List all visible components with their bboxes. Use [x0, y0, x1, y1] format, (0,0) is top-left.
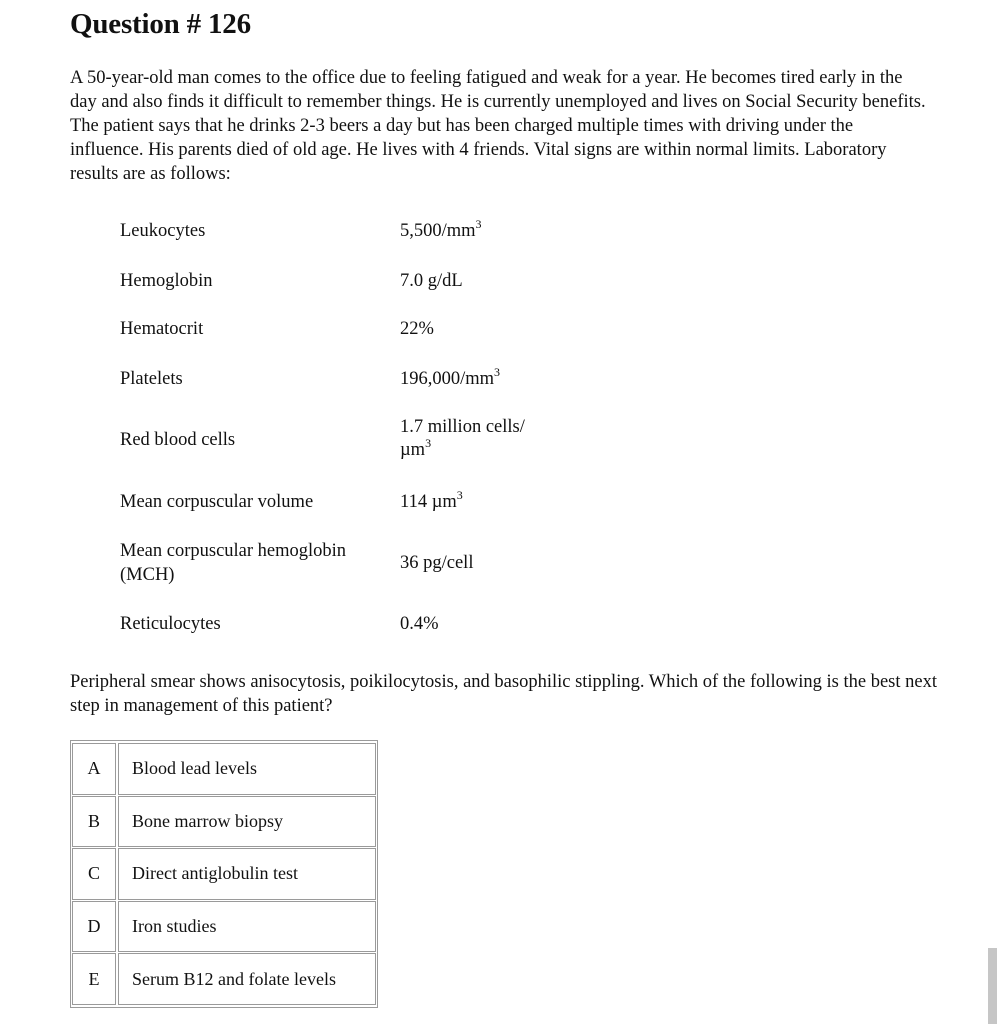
lab-name-hematocrit: Hematocrit [120, 319, 204, 339]
lab-name-mcv: Mean corpuscular volume [120, 492, 314, 512]
lab-value-hemoglobin: 7.0 g/dL [400, 271, 463, 291]
option-letter: D [72, 901, 116, 953]
option-letter: A [72, 743, 116, 795]
option-text: Blood lead levels [118, 743, 376, 795]
option-letter: B [72, 796, 116, 848]
question-prompt: Peripheral smear shows anisocytosis, poikilocytosis, and basophilic stippling. Which of the following is the best next step in management of this patient? [70, 672, 937, 716]
lab-value-mcv: 114 µm$^3$ [400, 487, 463, 512]
option-text: Serum B12 and folate levels [118, 953, 376, 1005]
option-text: Direct antiglobulin test [118, 848, 376, 900]
lab-name-reticulocytes: Reticulocytes [120, 614, 221, 634]
lab-value-hematocrit: 22% [400, 319, 434, 339]
option-letter: C [72, 848, 116, 900]
option-a[interactable] [72, 743, 376, 795]
option-c[interactable] [72, 848, 376, 900]
lab-value-red-blood-cells-line1: 1.7 million cells/ [400, 417, 525, 437]
page-title: Question # 126 [70, 8, 251, 40]
lab-value-reticulocytes: 0.4% [400, 614, 439, 634]
lab-name-red-blood-cells: Red blood cells [120, 430, 236, 450]
scrollbar-thumb[interactable] [988, 948, 997, 1024]
lab-value-platelets: $196,000/mm^3$ [400, 364, 501, 389]
lab-name-mch-line2: (MCH) [120, 565, 175, 585]
lab-value-red-blood-cells-line2: µm$^3$ [400, 435, 432, 460]
lab-value-mch: 36 pg/cell [400, 553, 474, 573]
option-e[interactable] [72, 953, 376, 1005]
question-stem: A 50-year-old man comes to the office due to feeling fatigued and weak for a year. He becomes tired early in the day and also finds it difficult to remember things. He is currently unemployed and lives on Social Security benefits. The patient says that he drinks 2-3 beers a day but has been charged multiple times with driving under the influence. His parents died of old age. He lives with 4 friends. Vital signs are within normal limits. Laboratory results are as follows: [70, 68, 926, 184]
option-d[interactable] [72, 901, 376, 953]
option-b[interactable] [72, 796, 376, 848]
option-text: Iron studies [118, 901, 376, 953]
lab-name-platelets: Platelets [120, 369, 183, 389]
answer-options [70, 740, 378, 1008]
option-text: Bone marrow biopsy [118, 796, 376, 848]
lab-name-mch-line1: Mean corpuscular hemoglobin [120, 541, 347, 561]
option-letter: E [72, 953, 116, 1005]
lab-name-leukocytes: Leukocytes [120, 221, 206, 241]
lab-name-hemoglobin: Hemoglobin [120, 271, 213, 291]
lab-value-leukocytes: $5,500/mm^3$ [400, 216, 482, 241]
